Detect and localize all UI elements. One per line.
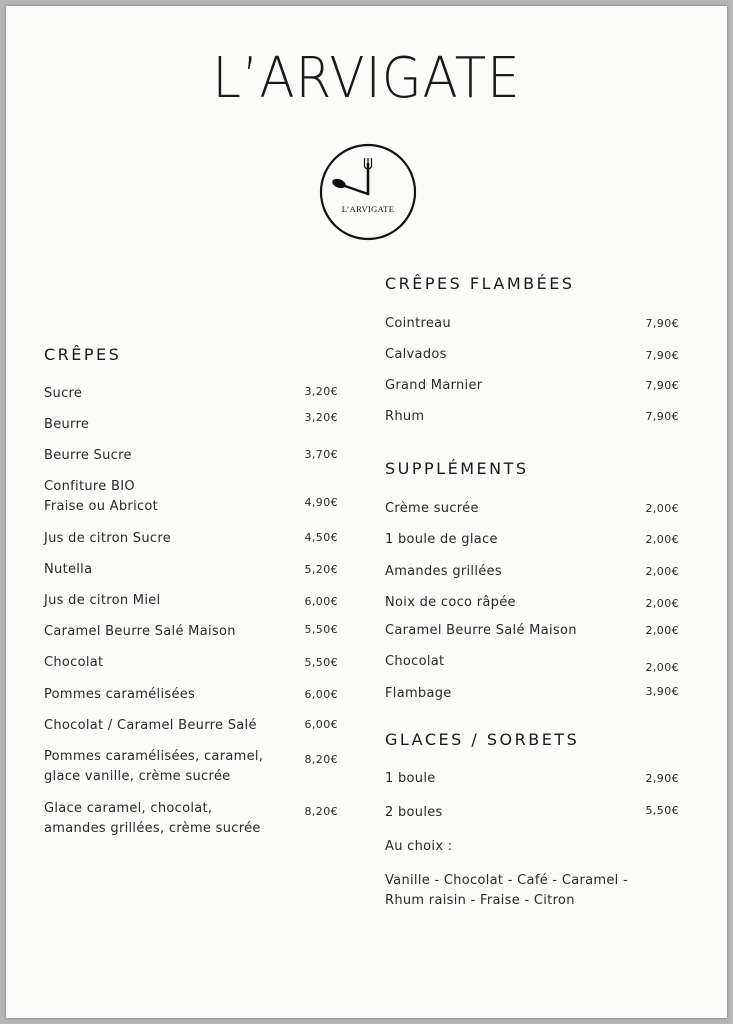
menu-page: L’ARVIGATE L’ARVIGATE CRÊPES Sucre 3,20€ Beurre 3,20€ Beurre Sucre 3,70€ Confiture BIO Fraise ou Abricot 4,90€ Jus de citron Sucre 4,50€ Nutella 5,20€ Jus de citron Miel 6,00€ Caramel Beurre Salé Maison 5,50€ Chocolat 5,50€ Pommes caramélisées 6,00€ Chocolat / Caramel Beurre Salé 6,00€ Pommes caramélisées, caramel, glace vanille, crème sucrée 8,20€ Glace caramel, chocolat, amandes grillées, crème sucrée 8,20€ CRÊPES FLAMBÉES Cointreau 7,90€ Calvados 7,90€ Grand Marnier 7,90€ Rhum 7,90€ SUPPLÉMENTS Crème sucrée 2,00€ 1 boule de glace 2,00€ Amandes grillées 2,00€ Noix de coco râpée 2,00€ Caramel Beurre Salé Maison 2,00€ Chocolat 2,00€ Flambage 3,90€ GLACES / SORBETS 1 boule 2,90€ 2 boules 5,50€ Au choix : Vanille - Chocolat - Café - Caramel - Rhum raisin - Fraise - Citron	[6, 6, 727, 1018]
glaces-heading: GLACES / SORBETS	[385, 730, 580, 749]
restaurant-title: L’ARVIGATE	[212, 46, 521, 111]
restaurant-logo	[318, 142, 418, 242]
spoon-icon	[331, 177, 368, 194]
supplements-heading: SUPPLÉMENTS	[385, 459, 529, 478]
crepes-flambees-heading: CRÊPES FLAMBÉES	[385, 274, 575, 293]
choice-label: Au choix :	[385, 839, 453, 854]
flavors-list: Vanille - Chocolat - Café - Caramel - Rhum raisin - Fraise - Citron	[385, 873, 629, 908]
logo-text: L’ARVIGATE	[341, 204, 395, 214]
crepes-heading: CRÊPES	[44, 345, 122, 364]
fork-icon	[365, 158, 372, 194]
